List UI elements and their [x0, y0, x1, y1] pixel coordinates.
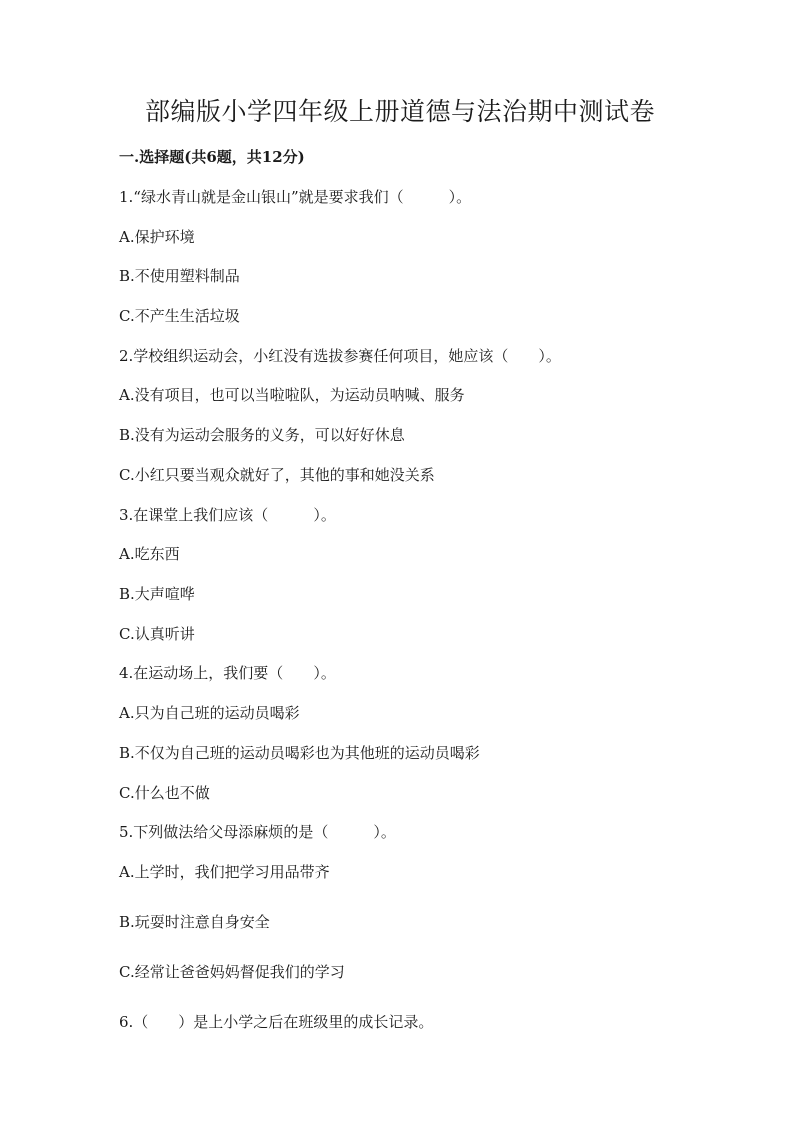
- question-5-option-a: A.上学时，我们把学习用品带齐: [119, 863, 330, 881]
- question-5-option-b: B.玩耍时注意自身安全: [119, 913, 270, 931]
- question-4-option-b: B.不仅为自己班的运动员喝彩也为其他班的运动员喝彩: [119, 744, 480, 762]
- question-3-option-a: A.吃东西: [119, 545, 180, 563]
- question-4-stem: 4.在运动场上，我们要（ ）。: [119, 664, 336, 682]
- exam-title: 部编版小学四年级上册道德与法治期中测试卷: [144, 97, 655, 126]
- question-1-option-c: C.不产生生活垃圾: [119, 307, 240, 325]
- question-4-option-a: A.只为自己班的运动员喝彩: [119, 704, 300, 722]
- question-5-stem: 5.下列做法给父母添麻烦的是（ ）。: [119, 823, 396, 841]
- question-1-option-b: B.不使用塑料制品: [119, 267, 240, 285]
- question-3-option-c: C.认真听讲: [119, 625, 195, 643]
- question-2-option-c: C.小红只要当观众就好了，其他的事和她没关系: [119, 466, 435, 484]
- question-2-option-b: B.没有为运动会服务的义务，可以好好休息: [119, 426, 405, 444]
- question-1-stem: 1.“绿水青山就是金山银山”就是要求我们（ ）。: [119, 188, 472, 206]
- question-2-option-a: A.没有项目，也可以当啦啦队，为运动员呐喊、服务: [119, 386, 465, 404]
- section-heading: 一.选择题(共6题，共12分): [119, 148, 305, 166]
- question-1-option-a: A.保护环境: [119, 228, 195, 246]
- question-5-option-c: C.经常让爸爸妈妈督促我们的学习: [119, 963, 345, 981]
- question-6-stem: 6.（ ）是上小学之后在班级里的成长记录。: [119, 1013, 434, 1031]
- question-3-stem: 3.在课堂上我们应该（ ）。: [119, 506, 336, 524]
- question-4-option-c: C.什么也不做: [119, 784, 210, 802]
- question-3-option-b: B.大声喧哗: [119, 585, 195, 603]
- question-2-stem: 2.学校组织运动会，小红没有选拔参赛任何项目，她应该（ ）。: [119, 347, 561, 365]
